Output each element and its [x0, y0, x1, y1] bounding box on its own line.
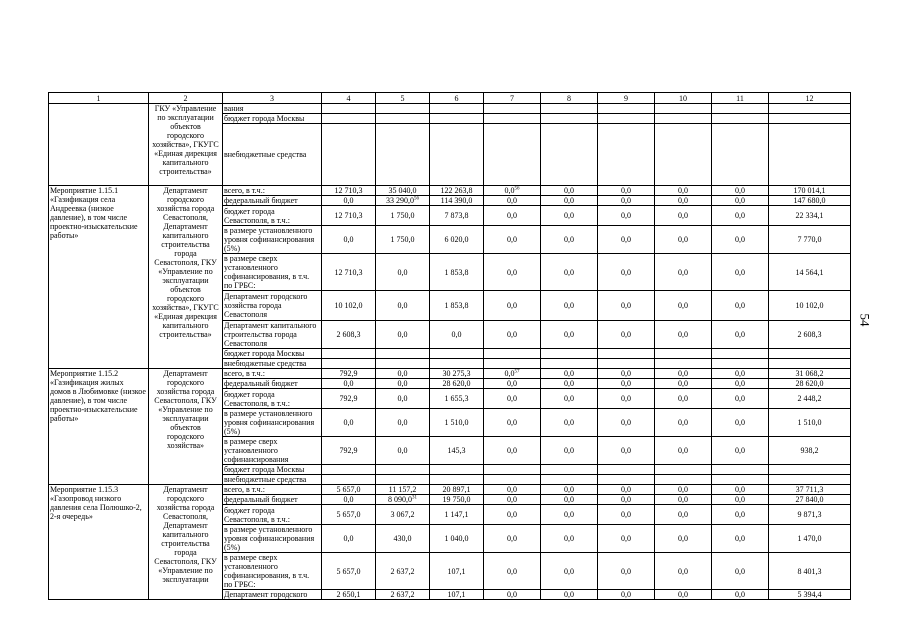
value-cell: 0,0 [541, 254, 598, 291]
value-cell: 0,0 [541, 379, 598, 389]
value-cell: 0,0 [598, 485, 655, 495]
value-cell [541, 114, 598, 124]
value-cell: 0,0 [712, 226, 769, 254]
value-cell: 0,0 [322, 196, 376, 206]
value-cell: 0,0 [712, 505, 769, 525]
indicator-cell: бюджет города Севастополя, в т.ч.: [223, 206, 322, 226]
value-cell [376, 349, 430, 359]
value-cell [598, 359, 655, 369]
value-cell: 0,0 [655, 553, 712, 590]
value-cell: 0,0 [484, 389, 541, 409]
value-cell: 1 510,0 [769, 409, 851, 437]
event-cell: Мероприятие 1.15.2 «Газификация жилых домов в Любимовке (низкое давление), в том числе проектно-изыскательские работы» [49, 369, 149, 485]
indicator-cell: Департамент городского хозяйства города Севастополя [223, 291, 322, 321]
value-cell [430, 104, 484, 114]
value-cell: 0,0 [541, 553, 598, 590]
value-cell: 0,0 [655, 226, 712, 254]
value-cell: 0,0 [598, 590, 655, 600]
value-cell [541, 465, 598, 475]
value-cell: 1 750,0 [376, 226, 430, 254]
value-cell [376, 114, 430, 124]
value-cell [769, 349, 851, 359]
value-cell: 11 157,2 [376, 485, 430, 495]
value-cell: 2 448,2 [769, 389, 851, 409]
value-cell: 0,0 [598, 206, 655, 226]
value-cell: 0,0 [322, 226, 376, 254]
value-cell: 0,0 [712, 553, 769, 590]
value-cell: 0,0 [598, 321, 655, 349]
value-cell: 792,9 [322, 389, 376, 409]
event-cell: Мероприятие 1.15.3 «Газопровод низкого давления села Полюшко-2, 2-я очередь» [49, 485, 149, 600]
value-cell [484, 359, 541, 369]
value-cell [484, 465, 541, 475]
value-cell: 938,2 [769, 437, 851, 465]
value-cell: 147 680,0 [769, 196, 851, 206]
value-cell [541, 349, 598, 359]
value-cell: 22 334,1 [769, 206, 851, 226]
value-cell: 0,0 [376, 409, 430, 437]
value-cell [322, 124, 376, 186]
executor-cell: Департамент городского хозяйства города Севастополя, ГКУ «Управление по эксплуатации объектов городского хозяйства» [149, 369, 223, 485]
value-cell [430, 114, 484, 124]
value-cell: 2 637,2 [376, 553, 430, 590]
indicator-cell: федеральный бюджет [223, 495, 322, 505]
value-cell: 9 871,3 [769, 505, 851, 525]
value-cell: 2 637,2 [376, 590, 430, 600]
value-cell: 0,0 [712, 254, 769, 291]
value-cell [430, 465, 484, 475]
value-cell [376, 465, 430, 475]
value-cell [484, 104, 541, 114]
value-cell: 19 750,0 [430, 495, 484, 505]
indicator-cell: федеральный бюджет [223, 379, 322, 389]
value-cell [769, 114, 851, 124]
value-cell: 0,0 [598, 186, 655, 196]
indicator-cell: в размере установленного уровня софинансирования (5%) [223, 525, 322, 553]
indicator-cell: Департамент капитального строительства города Севастополя [223, 321, 322, 349]
value-cell: 2 608,3 [769, 321, 851, 349]
value-cell: 0,0 [712, 590, 769, 600]
value-cell: 0,0 [712, 206, 769, 226]
value-cell [712, 465, 769, 475]
value-cell [769, 124, 851, 186]
indicator-cell: бюджет города Севастополя, в т.ч.: [223, 389, 322, 409]
value-cell: 7 770,0 [769, 226, 851, 254]
value-cell [769, 465, 851, 475]
value-cell: 792,9 [322, 437, 376, 465]
value-cell: 1 147,1 [430, 505, 484, 525]
value-cell [598, 465, 655, 475]
value-cell [712, 124, 769, 186]
value-cell: $0,0^{57}$ [484, 369, 541, 379]
value-cell: 0,0 [541, 437, 598, 465]
table-row [49, 369, 851, 379]
value-cell: 0,0 [484, 409, 541, 437]
table-row [49, 104, 851, 114]
value-cell: 0,0 [598, 291, 655, 321]
value-cell: 31 068,2 [769, 369, 851, 379]
column-header: 3 [223, 93, 322, 104]
value-cell: 0,0 [484, 291, 541, 321]
value-cell [430, 475, 484, 485]
value-cell: $0,0^{56}$ [484, 186, 541, 196]
value-cell: 0,0 [598, 495, 655, 505]
value-cell: 0,0 [541, 321, 598, 349]
value-cell [322, 475, 376, 485]
footnote-ref: 31 [412, 495, 417, 501]
column-header: 1 [49, 93, 149, 104]
value-cell: 0,0 [655, 206, 712, 226]
value-cell [598, 124, 655, 186]
value-cell [484, 349, 541, 359]
value-cell: 0,0 [322, 525, 376, 553]
value-cell: 0,0 [430, 321, 484, 349]
value-cell [541, 104, 598, 114]
value-cell: 1 655,3 [430, 389, 484, 409]
value-cell: 1 040,0 [430, 525, 484, 553]
value-cell: 0,0 [376, 369, 430, 379]
value-cell: 0,0 [376, 389, 430, 409]
value-cell [376, 475, 430, 485]
value-cell [484, 124, 541, 186]
executor-cell: Департамент городского хозяйства города Севастополя, Департамент капитального строительства города Севастополя, ГКУ «Управление по эксплуатации объектов городского хозяйства», ГКУГС «Единая дирекция капитального строительства» [149, 186, 223, 369]
footnote-ref: 56 [414, 196, 419, 202]
value-cell: 0,0 [484, 196, 541, 206]
value-cell: 6 020,0 [430, 226, 484, 254]
value-cell: 145,3 [430, 437, 484, 465]
value-cell: 12 710,3 [322, 206, 376, 226]
value-cell: 0,0 [655, 369, 712, 379]
value-cell: 0,0 [598, 553, 655, 590]
value-cell [598, 475, 655, 485]
value-cell: 107,1 [430, 553, 484, 590]
indicator-cell: вания [223, 104, 322, 114]
column-header: 7 [484, 93, 541, 104]
indicator-cell: Департамент городского [223, 590, 322, 600]
value-cell [541, 359, 598, 369]
value-cell: 0,0 [598, 389, 655, 409]
value-cell: 792,9 [322, 369, 376, 379]
value-cell: 0,0 [655, 291, 712, 321]
footnote-ref: 57 [514, 369, 520, 375]
value-cell: 1 470,0 [769, 525, 851, 553]
value-cell [655, 475, 712, 485]
value-cell: 0,0 [484, 525, 541, 553]
value-cell [598, 349, 655, 359]
value-cell [769, 359, 851, 369]
value-cell: 0,0 [376, 437, 430, 465]
value-cell: 170 014,1 [769, 186, 851, 196]
value-cell: 0,0 [484, 379, 541, 389]
value-cell: 0,0 [655, 495, 712, 505]
executor-cell: ГКУ «Управление по эксплуатации объектов городского хозяйства», ГКУГС «Единая дирекция капитального строительства» [149, 104, 223, 186]
value-cell: 0,0 [598, 254, 655, 291]
value-cell: 30 275,3 [430, 369, 484, 379]
value-cell: 0,0 [655, 437, 712, 465]
value-cell: 0,0 [376, 379, 430, 389]
value-cell: 3 067,2 [376, 505, 430, 525]
value-cell: 0,0 [655, 389, 712, 409]
value-cell: 0,0 [541, 505, 598, 525]
value-cell [712, 104, 769, 114]
table-row [49, 485, 851, 495]
value-cell: 0,0 [541, 409, 598, 437]
value-cell [655, 359, 712, 369]
column-header: 9 [598, 93, 655, 104]
value-cell: 430,0 [376, 525, 430, 553]
value-cell: 0,0 [541, 389, 598, 409]
indicator-cell: в размере установленного уровня софинансирования (5%) [223, 226, 322, 254]
value-cell: 114 390,0 [430, 196, 484, 206]
value-cell: 5 394,4 [769, 590, 851, 600]
page-number: 54 [857, 313, 873, 327]
value-cell: 0,0 [655, 196, 712, 206]
value-cell: 20 897,1 [430, 485, 484, 495]
value-cell: 33 290,0$^{56}$ [376, 196, 430, 206]
value-cell: 0,0 [655, 254, 712, 291]
value-cell [376, 104, 430, 114]
value-cell: 5 657,0 [322, 505, 376, 525]
value-cell [769, 104, 851, 114]
value-cell: 0,0 [484, 553, 541, 590]
value-cell: 0,0 [484, 437, 541, 465]
value-cell: 0,0 [655, 321, 712, 349]
indicator-cell: бюджет города Москвы [223, 114, 322, 124]
value-cell: 0,0 [541, 525, 598, 553]
value-cell: 0,0 [541, 226, 598, 254]
value-cell: 0,0 [541, 495, 598, 505]
value-cell: 0,0 [655, 409, 712, 437]
column-header: 11 [712, 93, 769, 104]
value-cell: 0,0 [376, 291, 430, 321]
value-cell: 1 853,8 [430, 254, 484, 291]
indicator-cell: внебюджетные средства [223, 124, 322, 186]
header-row [49, 93, 851, 104]
value-cell [430, 349, 484, 359]
indicator-cell: в размере установленного уровня софинансирования (5%) [223, 409, 322, 437]
value-cell: 0,0 [598, 525, 655, 553]
value-cell [322, 349, 376, 359]
value-cell: 0,0 [541, 196, 598, 206]
value-cell [655, 349, 712, 359]
value-cell: 1 750,0 [376, 206, 430, 226]
value-cell: 0,0 [712, 485, 769, 495]
value-cell: 12 710,3 [322, 186, 376, 196]
value-cell: 122 263,8 [430, 186, 484, 196]
indicator-cell: внебюджетные средства [223, 359, 322, 369]
value-cell: 0,0 [655, 590, 712, 600]
value-cell: 8 401,3 [769, 553, 851, 590]
value-cell: 0,0 [322, 379, 376, 389]
value-cell [430, 359, 484, 369]
value-cell: 8 090,0$^{31}$ [376, 495, 430, 505]
value-cell: 0,0 [655, 186, 712, 196]
event-cell-empty [49, 104, 149, 186]
event-cell: Мероприятие 1.15.1 «Газификация села Андреевка (низкое давление), в том числе проектно-изыскательские работы» [49, 186, 149, 369]
value-cell [541, 475, 598, 485]
value-cell: 5 657,0 [322, 553, 376, 590]
value-cell [484, 114, 541, 124]
value-cell [712, 114, 769, 124]
value-cell: 0,0 [655, 379, 712, 389]
value-cell: 1 853,8 [430, 291, 484, 321]
value-cell: 28 620,0 [430, 379, 484, 389]
value-cell: 0,0 [712, 495, 769, 505]
value-cell [655, 465, 712, 475]
value-cell [655, 104, 712, 114]
value-cell: 0,0 [598, 369, 655, 379]
value-cell: 0,0 [712, 196, 769, 206]
value-cell: 7 873,8 [430, 206, 484, 226]
indicator-cell: бюджет города Москвы [223, 465, 322, 475]
value-cell: 0,0 [541, 590, 598, 600]
indicator-cell: бюджет города Москвы [223, 349, 322, 359]
indicator-cell: в размере сверх установленного софинансирования [223, 437, 322, 465]
value-cell: 2 650,1 [322, 590, 376, 600]
value-cell [430, 124, 484, 186]
value-cell: 0,0 [541, 369, 598, 379]
column-header: 6 [430, 93, 484, 104]
value-cell [322, 114, 376, 124]
value-cell [598, 114, 655, 124]
executor-cell: Департамент городского хозяйства города Севастополя, Департамент капитального строительства города Севастополя, ГКУ «Управление по эксплуатации [149, 485, 223, 600]
value-cell: 0,0 [712, 409, 769, 437]
value-cell: 0,0 [598, 505, 655, 525]
value-cell: 0,0 [712, 369, 769, 379]
budget-table [48, 92, 851, 600]
indicator-cell: всего, в т.ч.: [223, 186, 322, 196]
column-header: 12 [769, 93, 851, 104]
value-cell: 0,0 [598, 226, 655, 254]
value-cell: 28 620,0 [769, 379, 851, 389]
value-cell: 0,0 [376, 321, 430, 349]
value-cell: 0,0 [484, 505, 541, 525]
value-cell: 0,0 [541, 206, 598, 226]
value-cell: 37 711,3 [769, 485, 851, 495]
indicator-cell: бюджет города Севастополя, в т.ч.: [223, 505, 322, 525]
table-row [49, 186, 851, 196]
value-cell [712, 349, 769, 359]
value-cell: 0,0 [322, 409, 376, 437]
value-cell: 0,0 [655, 505, 712, 525]
value-cell: 14 564,1 [769, 254, 851, 291]
value-cell: 0,0 [655, 485, 712, 495]
value-cell: 0,0 [598, 409, 655, 437]
value-cell: 0,0 [484, 226, 541, 254]
value-cell [376, 124, 430, 186]
value-cell: 0,0 [712, 321, 769, 349]
column-header: 4 [322, 93, 376, 104]
value-cell [655, 124, 712, 186]
value-cell: 107,1 [430, 590, 484, 600]
value-cell [712, 359, 769, 369]
value-cell: 0,0 [484, 485, 541, 495]
value-cell: 0,0 [484, 495, 541, 505]
indicator-cell: всего, в т.ч.: [223, 369, 322, 379]
value-cell: 0,0 [598, 379, 655, 389]
value-cell: 2 608,3 [322, 321, 376, 349]
value-cell: 12 710,3 [322, 254, 376, 291]
value-cell: 0,0 [598, 196, 655, 206]
value-cell: 0,0 [655, 525, 712, 553]
value-cell: 0,0 [712, 186, 769, 196]
value-cell [376, 359, 430, 369]
value-cell: 0,0 [376, 254, 430, 291]
indicator-cell: всего, в т.ч.: [223, 485, 322, 495]
value-cell [655, 114, 712, 124]
footnote-ref: 56 [514, 186, 520, 192]
value-cell: 0,0 [541, 291, 598, 321]
value-cell: 0,0 [484, 206, 541, 226]
indicator-cell: в размере сверх установленного софинансирования, в т.ч. по ГРБС: [223, 553, 322, 590]
value-cell: 10 102,0 [769, 291, 851, 321]
value-cell: 0,0 [541, 485, 598, 495]
value-cell: 10 102,0 [322, 291, 376, 321]
value-cell: 0,0 [484, 254, 541, 291]
value-cell [769, 475, 851, 485]
value-cell [712, 475, 769, 485]
value-cell: 0,0 [712, 379, 769, 389]
value-cell [484, 475, 541, 485]
value-cell: 1 510,0 [430, 409, 484, 437]
value-cell: 0,0 [712, 437, 769, 465]
value-cell: 0,0 [541, 186, 598, 196]
value-cell: 0,0 [712, 291, 769, 321]
value-cell: 0,0 [712, 389, 769, 409]
value-cell [598, 104, 655, 114]
value-cell [322, 465, 376, 475]
value-cell: 0,0 [484, 590, 541, 600]
value-cell: 35 040,0 [376, 186, 430, 196]
column-header: 8 [541, 93, 598, 104]
value-cell: 5 657,0 [322, 485, 376, 495]
value-cell [322, 359, 376, 369]
value-cell: 0,0 [712, 525, 769, 553]
value-cell: 27 840,0 [769, 495, 851, 505]
value-cell: 0,0 [322, 495, 376, 505]
value-cell [322, 104, 376, 114]
column-header: 2 [149, 93, 223, 104]
column-header: 5 [376, 93, 430, 104]
value-cell: 0,0 [484, 321, 541, 349]
indicator-cell: внебюджетные средства [223, 475, 322, 485]
indicator-cell: в размере сверх установленного софинансирования, в т.ч. по ГРБС: [223, 254, 322, 291]
indicator-cell: федеральный бюджет [223, 196, 322, 206]
column-header: 10 [655, 93, 712, 104]
value-cell [541, 124, 598, 186]
value-cell: 0,0 [598, 437, 655, 465]
